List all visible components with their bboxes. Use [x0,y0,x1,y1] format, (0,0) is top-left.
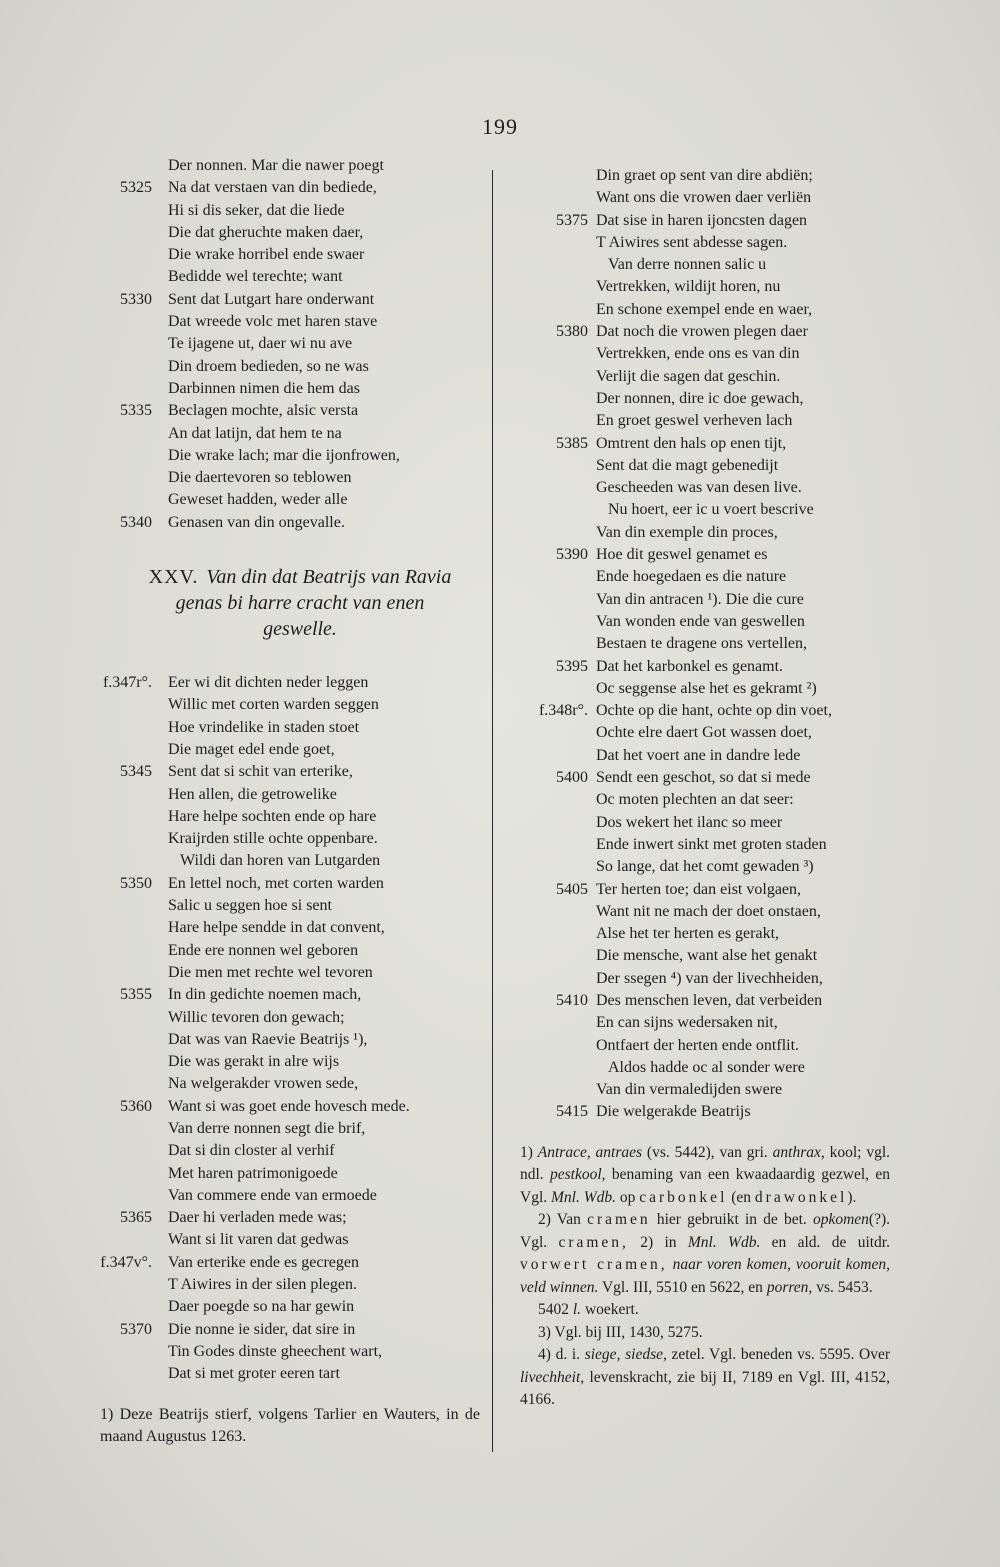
verse-line [510,611,890,633]
verse-text: Die wrake lach; mar die ijonfrowen, [168,446,400,464]
verse-text: T Aiwires sent abdesse sagen. [596,233,788,251]
verse-line [510,321,890,343]
verse-text: Kraijrden stille ochte oppenbare. [168,830,378,848]
verse-line [80,177,480,199]
verse-line [510,856,890,878]
verse-line [80,917,480,939]
footnote-2-extra: 5402 l. woekert. [538,1301,639,1319]
verse-text: En groet geswel verheven lach [596,412,793,430]
verse-text: Hare helpe sochten ende op hare [168,807,377,825]
verse-line [510,1101,890,1123]
verse-line [510,366,890,388]
verse-line [80,895,480,917]
verse-text: Dos wekert het ilanc so meer [596,813,783,831]
verse-text: Verlijt die sagen dat geschin. [596,367,781,385]
verse-number: 5370 [120,1320,152,1338]
verse-line [510,633,890,655]
verse-line [80,1163,480,1185]
verse-text: Dat wreede volc met haren stave [168,313,378,331]
verse-line [510,566,890,588]
verse-text: Ende ere nonnen wel geboren [168,941,359,959]
verse-line [80,1029,480,1051]
verse-line [510,544,890,566]
verse-line [510,968,890,990]
right-column [510,165,890,1412]
verse-block-a [80,155,480,534]
verse-line [510,990,890,1012]
verse-number: f.347v°. [100,1253,152,1271]
column-divider [492,170,493,1452]
verse-text: En lettel noch, met corten warden [168,874,384,892]
verse-text: Die wrake horribel ende swaer [168,246,365,264]
verse-text: Dat noch die vrowen plegen daer [596,323,808,341]
verse-text: Des menschen leven, dat verbeiden [596,991,823,1009]
verse-text: Hoe dit geswel genamet es [596,546,768,564]
verse-line [510,923,890,945]
verse-line [510,165,890,187]
verse-line [510,1012,890,1034]
verse-text: Tin Godes dinste gheechent wart, [168,1342,383,1360]
footnotes-right [510,1142,890,1412]
verse-text: Beclagen mochte, alsic versta [168,402,359,420]
verse-text: Gescheeden was van desen live. [596,479,802,497]
verse-text: Van erterike ende es gecregen [168,1253,359,1271]
page-number: 199 [482,114,518,139]
verse-number: 5380 [556,323,588,341]
verse-number: 5340 [120,513,152,531]
verse-text: Ochte elre daert Got wassen doet, [596,724,812,742]
chapter-title-line-2: genas bi harre cracht van enen [175,592,425,615]
verse-text: Na welgerakder vrowen sede, [168,1075,359,1093]
verse-number: 5415 [556,1103,588,1121]
verse-text: En can sijns wedersaken nit, [596,1014,778,1032]
verse-line [80,512,480,534]
verse-text: Want nit ne mach der doet onstaen, [596,902,821,920]
verse-text: Ende inwert sinkt met groten staden [596,835,827,853]
verse-line [80,672,480,694]
verse-number: 5365 [120,1209,152,1227]
verse-line [80,356,480,378]
verse-text: Van wonden ende van geswellen [596,612,805,630]
verse-line [510,700,890,722]
verse-text: Dat het karbonkel es genamt. [596,657,784,675]
verse-text: Omtrent den hals op enen tijt, [596,434,787,452]
verse-number: 5345 [120,763,152,781]
verse-text: Hare helpe sendde in dat convent, [168,919,385,937]
verse-text: Darbinnen nimen die hem das [168,379,360,397]
verse-text: Sent dat die magt gebenedijt [596,456,779,474]
verse-text: Vertrekken, ende ons es van din [596,345,800,363]
verse-text: Ontfaert der herten ende ontflit. [596,1036,800,1054]
verse-text: Sent dat si schit van erterike, [168,763,353,781]
verse-line [510,410,890,432]
verse-line [80,806,480,828]
verse-number: 5390 [556,546,588,564]
verse-text: Die welgerakde Beatrijs [596,1103,751,1121]
verse-text: Dat sise in haren ijoncsten dagen [596,211,808,229]
verse-text: Oc seggense alse het es gekramt ²) [596,679,817,697]
verse-line [80,378,480,400]
verse-line [510,477,890,499]
verse-line [80,289,480,311]
verse-text: Te ijagene ut, daer wi nu ave [168,335,353,353]
verse-text: Willic met corten warden seggen [168,696,379,714]
verse-line [80,739,480,761]
verse-text: Ende hoegedaen es die nature [596,568,787,586]
verse-text: Van din vermaledijden swere [596,1081,783,1099]
verse-line [80,1096,480,1118]
verse-line [510,656,890,678]
verse-text: Met haren patrimonigoede [168,1164,338,1182]
verse-text: En schone exempel ende en waer, [596,300,813,318]
footnote-2: 2) Van cramen hier gebruikt in de bet. opkomen(?). Vgl. cramen, 2) in Mnl. Wdb. en ald. de uitdr. vorwert cramen, naar voren komen, vooruit komen, veld winnen. Vgl. III, 5510 en 5622, en porren, vs. 5453. [520,1211,891,1296]
verse-line [80,467,480,489]
verse-text: Ochte op die hant, ochte op din voet, [596,702,832,720]
verse-line [80,1185,480,1207]
verse-text: Van commere ende van ermoede [168,1186,377,1204]
verse-number: 5405 [556,880,588,898]
verse-line [510,254,890,276]
verse-line [510,1035,890,1057]
footnote-3: 3) Vgl. bij III, 1430, 5275. [538,1323,703,1341]
verse-text: Sendt een geschot, so dat si mede [596,769,811,787]
verse-line [510,522,890,544]
verse-line [510,455,890,477]
verse-line [80,311,480,333]
verse-line [80,333,480,355]
verse-line [510,499,890,521]
verse-line [510,901,890,923]
verse-text: Ter herten toe; dan eist volgaen, [596,880,802,898]
verse-text: Din graet op sent van dire abdiën; [596,167,813,184]
verse-line [510,187,890,209]
verse-text: Dat si met groter eeren tart [168,1365,340,1383]
verse-line [80,445,480,467]
verse-number: 5355 [120,986,152,1004]
verse-text: Die maget edel ende goet, [168,740,335,758]
footnote-left: 1) Deze Beatrijs stierf, volgens Tarlier en Wauters, in de maand Augustus 1263. [100,1405,480,1445]
verse-line [80,1363,480,1385]
verse-line [80,266,480,288]
verse-text: Want si was goet ende hovesch mede. [168,1097,410,1115]
verse-text: Eer wi dit dichten neder leggen [168,674,369,692]
verse-text: Nu hoert, eer ic u voert bescrive [608,501,814,519]
verse-text: Die daertevoren so teblowen [168,469,352,487]
verse-line [80,1229,480,1251]
verse-line [510,722,890,744]
chapter-number: XXV. [148,566,199,589]
chapter-heading [80,564,480,642]
verse-line [510,834,890,856]
verse-text: Dat het voert ane in dandre lede [596,746,801,764]
verse-line [80,717,480,739]
verse-line [80,1118,480,1140]
chapter-title-line-1: Van din dat Beatrijs van Ravia [206,566,452,589]
verse-line [510,210,890,232]
verse-line [80,155,480,177]
verse-line [80,400,480,422]
verse-line [510,343,890,365]
verse-number: 5330 [120,290,152,308]
verse-text: Bestaen te dragene ons vertellen, [596,635,808,653]
verse-text: Genasen van din ongevalle. [168,513,345,531]
verse-line [510,433,890,455]
verse-text: Hen allen, die getrowelike [168,785,337,803]
verse-text: Der nonnen. Mar die nawer poegt [168,157,384,174]
verse-text: Daer hi verladen mede was; [168,1209,347,1227]
verse-number: 5395 [556,657,588,675]
left-column [80,155,480,1448]
verse-line [80,694,480,716]
verse-text: So lange, dat het comt gewaden ³) [596,858,814,876]
verse-number: 5375 [556,211,588,229]
verse-text: Der nonnen, dire ic doe gewach, [596,389,804,407]
verse-text: Die was gerakt in alre wijs [168,1053,340,1071]
verse-line [510,678,890,700]
verse-text: Alse het ter herten es gerakt, [596,925,780,943]
verse-text: Daer poegde so na har gewin [168,1298,355,1316]
verse-line [510,789,890,811]
verse-text: Sent dat Lutgart hare onderwant [168,290,375,308]
verse-text: Die mensche, want alse het genakt [596,947,818,965]
footnote-1: 1) Antrace, antraes (vs. 5442), van gri. anthrax, kool; vgl. ndl. pestkool, benaming van een kwaadaardig gezwel, en Vgl. Mnl. Wdb. op carbonkel (en drawonkel). [520,1143,890,1206]
verse-text: Van din antracen ¹). Die die cure [596,590,804,608]
verse-text: Van din exemple din proces, [596,523,778,541]
verse-line [510,589,890,611]
verse-text: In din gedichte noemen mach, [168,986,362,1004]
verse-line [510,945,890,967]
verse-line [80,850,480,872]
verse-line [80,1207,480,1229]
verse-number: f.348r°. [538,702,588,720]
verse-text: Die nonne ie sider, dat sire in [168,1320,356,1338]
verse-text: Want ons die vrowen daer verliën [596,189,812,207]
verse-text: Dat was van Raevie Beatrijs ¹), [168,1030,368,1048]
chapter-title-line-3: geswelle. [263,618,337,641]
verse-text: Die dat gheruchte maken daer, [168,223,364,241]
verse-line [80,1341,480,1363]
verse-line [80,1051,480,1073]
verse-number: 5385 [556,434,588,452]
verse-line [80,1007,480,1029]
verse-line [80,761,480,783]
verse-number: 5410 [556,991,588,1009]
verse-text: Van derre nonnen salic u [608,256,767,274]
verse-number: 5360 [120,1097,152,1115]
verse-line [80,984,480,1006]
verse-line [80,784,480,806]
verse-line [510,1079,890,1101]
verse-block-right [510,165,890,1124]
verse-line [510,1057,890,1079]
verse-text: Vertrekken, wildijt horen, nu [596,278,781,296]
footnote-4: 4) d. i. siege, siedse, zetel. Vgl. beneden vs. 5595. Over livechheit, levenskracht, zie bij II, 7189 en Vgl. III, 4152, 4166. [520,1346,890,1409]
verse-line [80,1140,480,1162]
verse-line [80,940,480,962]
verse-text: Hoe vrindelike in staden stoet [168,718,360,736]
verse-text: Der ssegen ⁴) van der livechheiden, [596,969,823,987]
verse-text: Want si lit varen dat gedwas [168,1231,349,1249]
verse-block-b [80,672,480,1386]
verse-text: Geweset hadden, weder alle [168,491,348,509]
verse-text: An dat latijn, dat hem te na [168,424,342,442]
verse-line [80,222,480,244]
verse-number: 5350 [120,874,152,892]
verse-line [80,200,480,222]
verse-line [80,1274,480,1296]
verse-line [510,879,890,901]
verse-text: Dat si din closter al verhif [168,1142,335,1160]
verse-number: 5400 [556,769,588,787]
verse-text: Die men met rechte wel tevoren [168,963,373,981]
verse-line [510,276,890,298]
verse-line [510,299,890,321]
verse-text: Bedidde wel terechte; want [168,268,343,286]
verse-text: Oc moten plechten an dat seer: [596,791,794,809]
verse-text: Willic tevoren don gewach; [168,1008,345,1026]
verse-text: Din droem bedieden, so ne was [168,357,369,375]
verse-line [80,1252,480,1274]
verse-number: 5325 [120,179,152,197]
verse-text: Van derre nonnen segt die brif, [168,1119,366,1137]
verse-text: Aldos hadde oc al sonder were [608,1058,805,1076]
verse-line [510,232,890,254]
verse-line [80,1073,480,1095]
verse-line [510,812,890,834]
verse-line [80,1319,480,1341]
verse-line [80,962,480,984]
verse-text: Na dat verstaen van din bediede, [168,179,377,197]
verse-line [80,489,480,511]
verse-line [80,244,480,266]
verse-line [80,873,480,895]
verse-line [510,745,890,767]
verse-text: Salic u seggen hoe si sent [168,897,332,915]
verse-text: Hi si dis seker, dat die liede [168,201,345,219]
verse-text: Wildi dan horen van Lutgarden [180,852,381,870]
verse-line [510,388,890,410]
verse-number: 5335 [120,402,152,420]
verse-text: T Aiwires in der silen plegen. [168,1276,357,1294]
verse-line [80,423,480,445]
verse-number: f.347r°. [102,674,152,692]
verse-line [80,828,480,850]
verse-line [80,1296,480,1318]
verse-line [510,767,890,789]
